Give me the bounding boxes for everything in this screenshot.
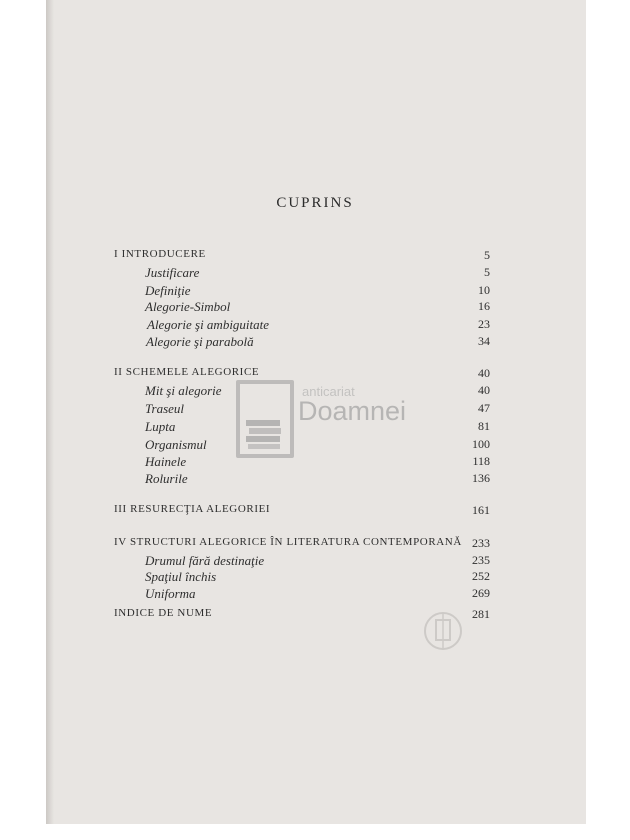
toc-label: Alegorie şi ambiguitate [147,317,270,332]
toc-page-number: 47 [478,401,490,415]
page-bottom-margin [0,824,630,840]
toc-label: II SCHEMELE ALEGORICE [114,366,260,378]
toc-page-number: 34 [478,334,490,348]
toc-page-number: 281 [472,607,490,621]
publisher-stamp-icon [418,606,468,656]
toc-entry-resurectia [0,503,630,521]
toc-label: IV STRUCTURI ALEGORICE ÎN LITERATURA CONTEMPORANĂ [114,536,462,548]
toc-page-number: 269 [472,586,490,600]
toc-entry-justificare [0,265,630,283]
watermark-logo [236,380,436,462]
toc-page-number: 233 [472,536,490,550]
toc-label: Lupta [145,419,176,434]
toc-page-number: 252 [472,569,490,583]
toc-entry-structuri [0,536,630,554]
toc-page-number: 100 [472,437,490,451]
toc-page-number: 136 [472,471,490,485]
toc-page-number: 16 [478,299,490,313]
toc-page-number: 118 [472,454,490,468]
toc-entry-uniforma [0,586,630,604]
toc-label: Justificare [145,265,200,280]
toc-label: I INTRODUCERE [114,248,206,260]
toc-label: Alegorie-Simbol [145,299,231,314]
toc-entry-rolurile [0,471,630,489]
toc-page-number: 161 [472,503,490,517]
toc-label: Spaţiul închis [145,569,217,584]
toc-page-number: 23 [478,317,490,331]
toc-entry-alegorie-simbol [0,299,630,317]
toc-label: Alegorie şi parabolă [146,334,254,349]
toc-page-number: 40 [478,366,490,380]
toc-label: Traseul [145,401,185,416]
toc-label: Drumul fără destinaţie [145,553,265,568]
toc-label: Uniforma [145,586,196,601]
watermark-big-text: Doamnei [298,396,407,426]
toc-entry-alegorie-ambiguitate [0,317,630,335]
toc-page-number: 40 [478,383,490,397]
watermark-small-text: anticariat [302,384,355,399]
toc-entry-alegorie-parabola [0,334,630,352]
toc-entry-introducere [0,248,630,266]
toc-label: Mit şi alegorie [145,383,222,398]
toc-page-number: 235 [472,553,490,567]
toc-label: Hainele [145,454,187,469]
toc-label: Definiţie [145,283,191,298]
toc-label: III RESURECŢIA ALEGORIEI [114,503,271,515]
toc-entry-spatiul [0,569,630,587]
toc-page-number: 5 [484,248,490,262]
toc-page-number: 10 [478,283,490,297]
page-title: CUPRINS [276,195,354,211]
toc-page-number: 5 [484,265,490,279]
toc-entry-indice [0,607,630,625]
toc-label: Organismul [145,437,207,452]
toc-label: Rolurile [145,471,188,486]
toc-page-number: 81 [478,419,490,433]
books-icon [246,420,286,450]
toc-label: INDICE DE NUME [114,607,213,619]
